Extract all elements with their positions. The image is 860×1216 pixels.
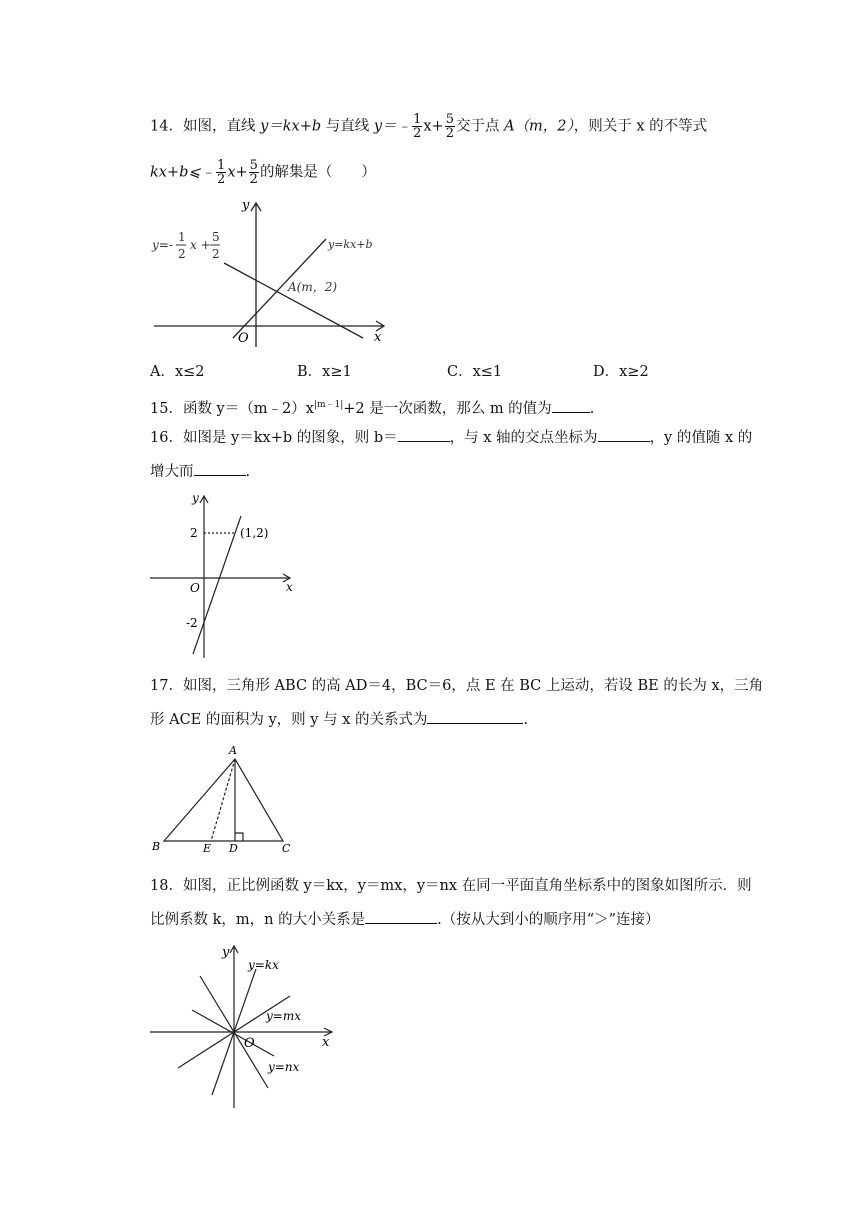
q14-figure — [148, 195, 408, 355]
q17-figure — [148, 740, 308, 855]
q18-number: 18． — [150, 878, 183, 894]
svg-text:x: x — [286, 580, 293, 594]
q14-y-label: y — [242, 198, 250, 213]
svg-text:O: O — [244, 1036, 255, 1051]
svg-text:2: 2 — [212, 247, 220, 261]
q14-left-eq: y=- — [152, 238, 173, 252]
q14-eq1: y＝kx+b — [260, 118, 322, 135]
q18-label-mx: y=mx — [266, 1009, 301, 1023]
svg-text:C: C — [282, 842, 291, 855]
q18-label-kx: y=kx — [248, 958, 279, 972]
svg-text:D: D — [229, 842, 238, 855]
q16-graph-line — [193, 516, 241, 654]
svg-text:O: O — [190, 581, 200, 595]
svg-text:y: y — [192, 491, 199, 505]
svg-text:A: A — [229, 744, 237, 757]
q14-option-b: B．x≥1 — [297, 364, 352, 380]
q17-number: 17． — [150, 678, 183, 694]
q16-point-label: (1,2) — [240, 526, 269, 540]
q18-answer-blank — [365, 910, 437, 924]
q14-point: A（m，2） — [504, 118, 574, 135]
q14-line1: 14．如图，直线 y＝kx+b 与直线 y＝﹣ $\frac{1}{2}$ x+ $\frac{5}{2}$ 交于点 A（m，2），则关于 x 的不等式 — [150, 112, 708, 141]
svg-text:1: 1 — [178, 230, 186, 244]
q14-option-c: C．x≤1 — [447, 364, 503, 380]
q14-option-a: A．x≤2 — [150, 364, 205, 380]
svg-text:B: B — [152, 840, 161, 853]
q18-figure — [148, 940, 348, 1110]
q14-number: 14． — [150, 118, 183, 135]
q14-origin-label: O — [238, 331, 249, 346]
q17-answer-blank — [427, 710, 523, 724]
q18-line-nx — [192, 1010, 274, 1056]
q14-line2: kx+b⩽﹣ $\frac{1}{2}$ x+ $\frac{5}{2}$ 的解集是（ ） — [150, 158, 376, 187]
q14-point-label: A(m，2) — [288, 280, 338, 294]
q14-x-label: x — [374, 330, 382, 345]
q14-right-eq: y=kx+b — [328, 238, 373, 251]
svg-text:x: x — [322, 1035, 330, 1050]
q14-frac-1-2: $\frac{1}{2}$ — [413, 112, 422, 141]
q16-number: 16． — [150, 430, 183, 446]
svg-text:y: y — [222, 945, 230, 960]
q16-tick-2: 2 — [190, 526, 198, 540]
q15-answer-blank — [552, 399, 590, 413]
svg-text:E: E — [203, 842, 212, 855]
svg-text:5: 5 — [212, 230, 220, 244]
q16-blank-trend — [194, 462, 246, 476]
q15-number: 15． — [150, 400, 183, 417]
q18-label-nx: y=nx — [268, 1060, 300, 1074]
q16-tick-neg2: -2 — [186, 616, 198, 630]
q15-exponent: |m﹣1| — [313, 400, 344, 410]
q16-blank-b — [398, 428, 450, 442]
q17-right-angle — [235, 833, 243, 841]
q16-blank-intercept — [598, 428, 650, 442]
q14-option-d: D．x≥2 — [593, 364, 649, 380]
svg-text:x +: x + — [190, 238, 211, 252]
q17-segment-ae — [211, 759, 235, 841]
svg-text:2: 2 — [178, 247, 186, 261]
q14-frac-5-2: $\frac{5}{2}$ — [445, 112, 454, 141]
q16-figure — [148, 490, 308, 660]
